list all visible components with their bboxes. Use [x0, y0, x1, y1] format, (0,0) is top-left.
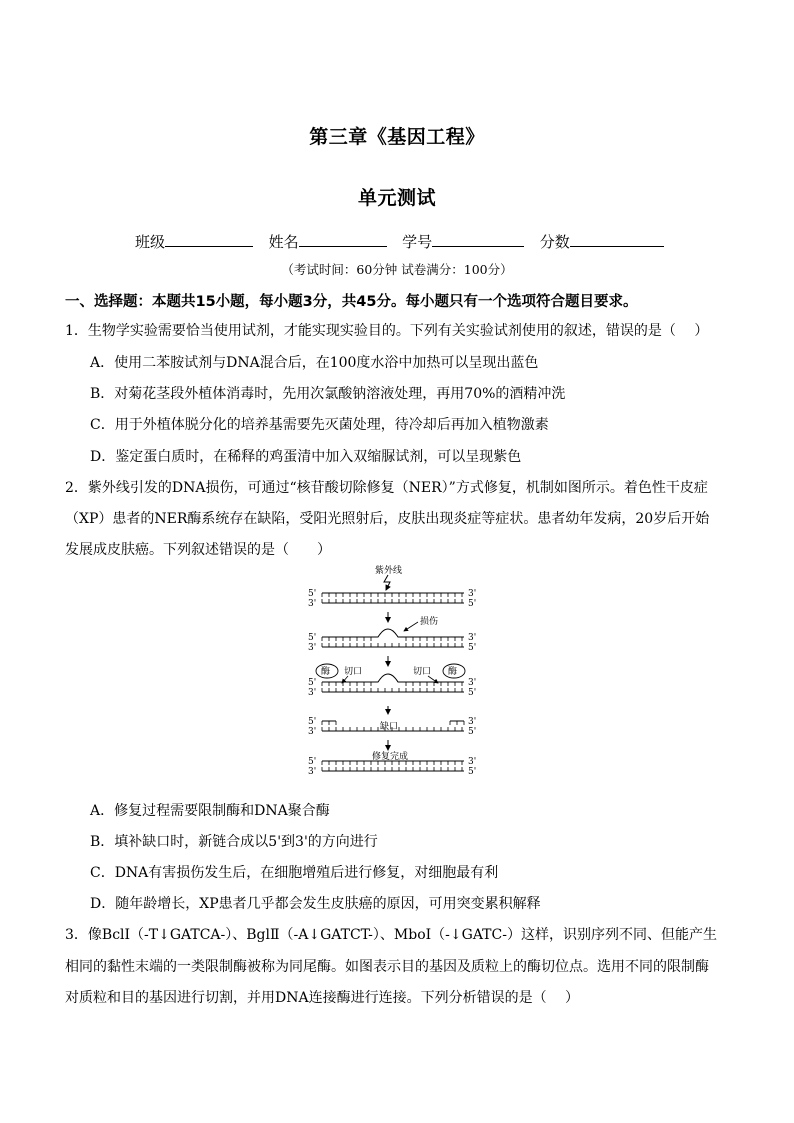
question-2-stem-line-1: 2．紫外线引发的DNA损伤，可通过“核苷酸切除修复（NER）”方式修复，机制如图所示。着色性干皮症 [65, 480, 708, 496]
strand-end-5-top: 5' [308, 717, 317, 727]
damage-label: 损伤 [420, 617, 439, 627]
strand-end-5-bottom: 5' [468, 767, 477, 777]
section-heading: 一、选择题：本题共15小题，每小题3分，共45分。每小题只有一个选项符合题目要求。 [65, 294, 638, 310]
number-blank[interactable] [432, 232, 524, 247]
exam-info: （考试时间：60分钟 试卷满分：100分） [281, 262, 513, 277]
name-blank[interactable] [299, 232, 387, 247]
score-blank[interactable] [570, 232, 664, 247]
damage-pointer [404, 622, 418, 631]
strand-end-3-top: 3' [468, 633, 477, 643]
repair-label: 修复完成 [372, 752, 409, 762]
ner-repair-diagram [300, 562, 490, 784]
name-label: 姓名 [268, 233, 299, 251]
question-2-option-c: C．DNA有害损伤发生后，在细胞增殖后进行修复，对细胞最有利 [90, 865, 499, 881]
question-1-stem: 1．生物学实验需要恰当使用试剂，才能实现实验目的。下列有关实验试剂使用的叙述，错误的是（ ） [65, 323, 709, 339]
question-1-option-d: D．鉴定蛋白质时，在稀释的鸡蛋清中加入双缩脲试剂，可以呈现紫色 [90, 449, 522, 465]
strand-end-5-bottom: 5' [468, 688, 477, 698]
page-subtitle: 单元测试 [357, 187, 436, 209]
cut-left-label: 切口 [344, 667, 363, 677]
strand-end-3-top: 3' [468, 717, 477, 727]
score-label: 分数 [539, 233, 570, 251]
strand-end-5-top: 5' [308, 633, 317, 643]
strand-end-5-top: 5' [308, 589, 317, 599]
question-1-option-b: B．对菊花茎段外植体消毒时，先用次氯酸钠溶液处理，再用70%的酒精冲洗 [90, 386, 566, 402]
number-label: 学号 [402, 233, 433, 251]
enzyme-right-label: 酶 [448, 667, 458, 677]
strand-end-3-bottom: 3' [308, 688, 317, 698]
strand-end-3-top: 3' [468, 757, 477, 767]
strand-end-5-bottom: 5' [468, 599, 477, 609]
student-info-row [135, 231, 664, 252]
question-1-option-a: A．使用二苯胺试剂与DNA混合后，在100度水浴中加热可以呈现出蓝色 [90, 355, 539, 371]
question-3-stem-line-2: 相同的黏性末端的一类限制酶被称为同尾酶。如图表示目的基因及质粒上的酶切位点。选用不同的限制酶 [65, 959, 709, 975]
question-2-option-a: A．修复过程需要限制酶和DNA聚合酶 [90, 803, 330, 819]
uv-arrow-icon [384, 575, 390, 590]
class-label: 班级 [135, 233, 166, 251]
class-blank[interactable] [165, 232, 253, 247]
gap-label: 缺口 [380, 722, 399, 732]
strand-end-3-bottom: 3' [308, 767, 317, 777]
question-2-stem-line-2: （XP）患者的NER酶系统存在缺陷，受阳光照射后，皮肤出现炎症等症状。患者幼年发病，20岁后开始 [65, 511, 710, 527]
dna-strand-top-damaged [322, 629, 464, 637]
strand-end-5-top: 5' [308, 678, 317, 688]
enzyme-left-label: 酶 [321, 667, 331, 677]
strand-end-3-bottom: 3' [308, 643, 317, 653]
question-1-option-c: C．用于外植体脱分化的培养基需要先灭菌处理，待冷却后再加入植物激素 [90, 417, 549, 433]
cut-right-label: 切口 [413, 667, 432, 677]
strand-end-5-top: 5' [308, 757, 317, 767]
strand-end-3-top: 3' [468, 589, 477, 599]
question-3-stem-line-3: 对质粒和目的基因进行切割，并用DNA连接酶进行连接。下列分析错误的是（ ） [65, 990, 580, 1006]
question-2-option-b: B．填补缺口时，新链合成以5'到3'的方向进行 [90, 834, 378, 850]
page-title: 第三章《基因工程》 [309, 126, 485, 148]
question-3-stem-line-1: 3．像BclⅠ（-T↓GATCA-）、BglⅡ（-A↓GATCT-）、MboⅠ（-↓GATC-）这样，识别序列不同、但能产生 [65, 927, 717, 943]
strand-end-3-bottom: 3' [308, 727, 317, 737]
question-2-stem-line-3: 发展成皮肤癌。下列叙述错误的是（ ） [65, 542, 331, 558]
strand-end-3-bottom: 3' [308, 599, 317, 609]
uv-label: 紫外线 [375, 566, 403, 576]
strand-end-5-bottom: 5' [468, 643, 477, 653]
strand-end-5-bottom: 5' [468, 727, 477, 737]
strand-end-3-top: 3' [468, 678, 477, 688]
question-2-option-d: D．随年龄增长，XP患者几乎都会发生皮肤癌的原因，可用突变累积解释 [90, 896, 541, 912]
